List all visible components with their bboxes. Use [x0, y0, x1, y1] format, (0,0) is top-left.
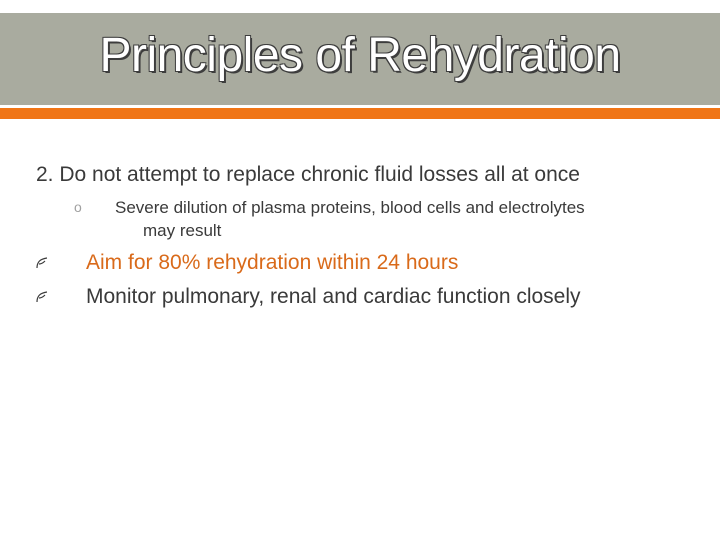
bullet-text: Monitor pulmonary, renal and cardiac function closely — [86, 285, 581, 308]
bullet-icon — [36, 257, 48, 269]
sub-bullet-marker: o — [74, 199, 82, 215]
sub-point-line2: may result — [143, 221, 222, 240]
sub-point-line1: Severe dilution of plasma proteins, blood cells and electrolytes — [115, 198, 585, 217]
accent-rule — [0, 108, 720, 119]
sub-point — [115, 196, 685, 242]
bullet-text: Aim for 80% rehydration within 24 hours — [86, 251, 459, 274]
bullet-icon — [36, 291, 48, 303]
slide-title: Principles of Rehydration — [99, 29, 621, 82]
main-point: 2. Do not attempt to replace chronic fluid losses all at once — [36, 163, 580, 186]
